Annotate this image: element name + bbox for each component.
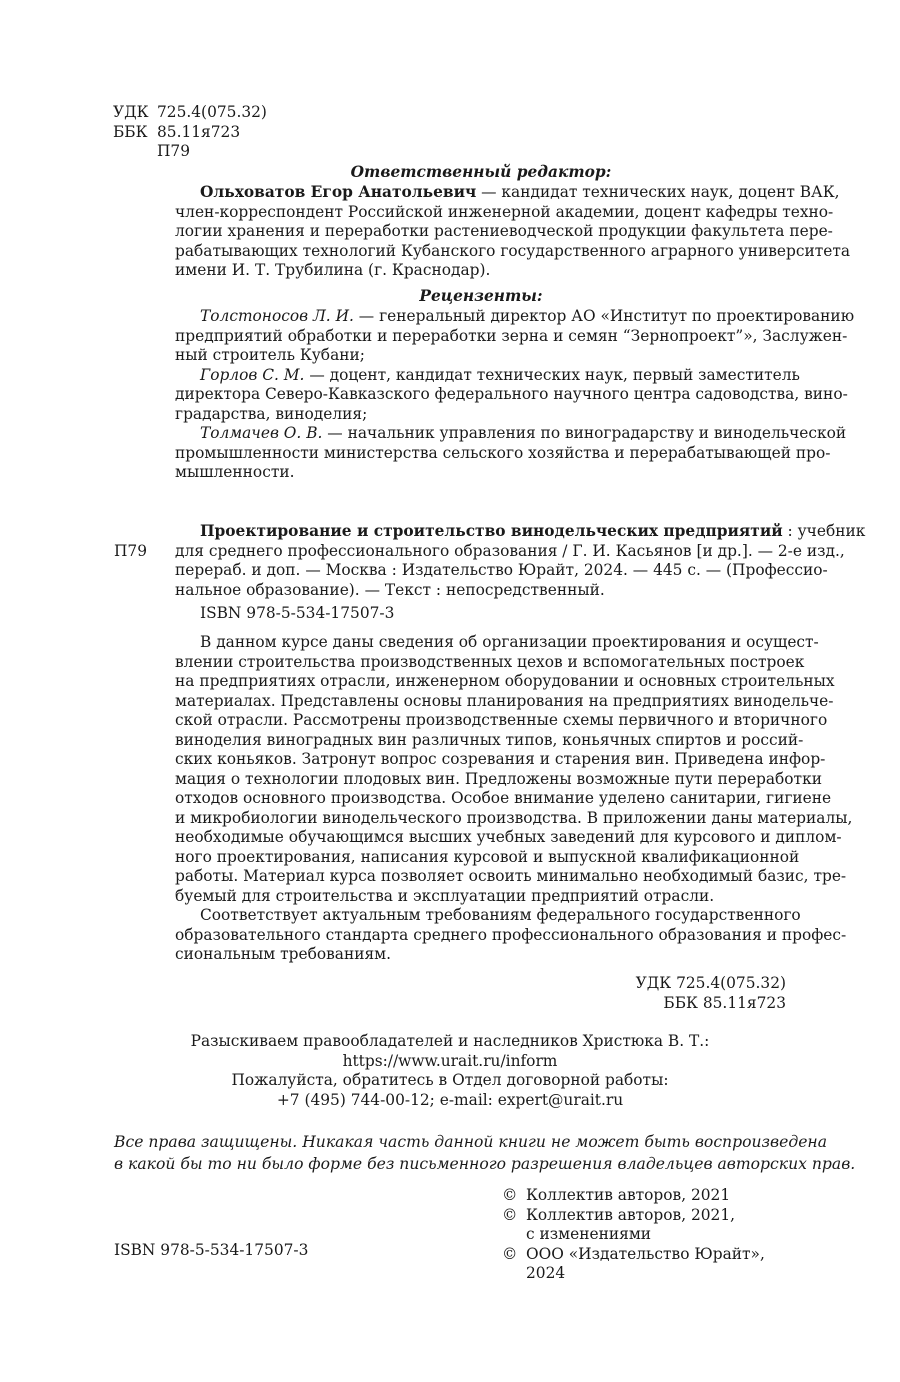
annotation-p2-line: образовательного стандарта среднего профессионального образования и профес-	[175, 925, 847, 944]
editor-block	[175, 183, 851, 281]
reviewers-block	[175, 307, 855, 483]
copyright-row	[502, 1186, 802, 1206]
reviewer-2-line-1: Горлов С. М. — доцент, кандидат технических наук, первый заместитель	[200, 365, 800, 384]
reviewer-2-line-3: градарства, виноделия;	[175, 404, 368, 423]
catalog-isbn: ISBN 978-5-534-17507-3	[200, 604, 395, 622]
copyright-text: Коллектив авторов, 2021,	[526, 1205, 736, 1224]
notice-url: https://www.urait.ru/inform	[342, 1051, 558, 1070]
annotation-p1-line: отходов основного производства. Особое внимание уделено санитарии, гигиене	[175, 789, 832, 807]
annotation-p2-line: сиональным требованиям.	[175, 945, 392, 963]
copyright-text: с изменениями	[526, 1225, 652, 1243]
reviewer-3-name: Толмачев О. В.	[200, 424, 323, 442]
reviewer-1-line-3: ный строитель Кубани;	[175, 346, 365, 364]
udc-value: 725.4(075.32)	[157, 103, 267, 121]
reviewer-1-line-2: предприятий обработки и переработки зерна и семян “Зернопроект”», Заслужен-	[175, 326, 848, 345]
annotation-p1-line: работы. Материал курса позволяет освоить минимально необходимый базис, тре-	[175, 867, 847, 885]
catalog-line-2: для среднего профессионального образования / Г. И. Касьянов [и др.]. — 2-е изд.,	[175, 541, 845, 560]
catalog-author-mark: П79	[114, 542, 148, 560]
annotation-p1-line: на предприятиях отрасли, инженерном оборудовании и основных строительных	[175, 672, 835, 690]
isbn-bottom: ISBN 978-5-534-17507-3	[114, 1241, 309, 1259]
copyright-text: ООО «Издательство Юрайт», 2024	[526, 1244, 765, 1282]
bbk-row	[113, 123, 283, 143]
notice-contact: +7 (495) 744-00-12; e-mail: expert@urait.ru	[276, 1090, 624, 1109]
udc-right: УДК 725.4(075.32)	[635, 974, 786, 992]
reviewer-3-line-3: мышленности.	[175, 463, 295, 481]
copyright-row	[502, 1225, 802, 1245]
copyright-text: Коллектив авторов, 2021	[526, 1186, 731, 1204]
author-mark: П79	[157, 142, 191, 160]
annotation-p1-line: В данном курсе даны сведения об организации проектирования и осущест-	[200, 633, 819, 651]
editor-name: Ольховатов Егор Анатольевич	[200, 183, 477, 201]
copyright-row	[502, 1245, 802, 1284]
rights-holder-notice	[150, 1032, 750, 1110]
copyright-icon: ©	[502, 1205, 518, 1224]
reviewer-1-name: Толстоносов Л. И.	[200, 307, 354, 325]
rights-reserved	[114, 1131, 856, 1175]
rights-line-2: в какой бы то ни было форме без письменного разрешения владельцев авторских прав.	[114, 1155, 856, 1173]
reviewer-1-line-1: Толстоносов Л. И. — генеральный директор АО «Институт по проектированию	[200, 307, 855, 325]
annotation-p1-line: ской отрасли. Рассмотрены производственные схемы первичного и вторичного	[175, 711, 828, 729]
reviewer-3-line-2: промышленности министерства сельского хозяйства и перерабатывающей про-	[175, 443, 831, 462]
annotation	[175, 633, 853, 965]
annotation-p1-line: ских коньяков. Затронут вопрос созревания и старения вин. Приведена инфор-	[175, 750, 826, 768]
annotation-p2-line: Соответствует актуальным требованиям федерального государственного	[200, 906, 801, 924]
notice-line-1: Разыскиваем правообладателей и наследников Христюка В. Т.:	[190, 1032, 710, 1050]
annotation-p1-line: ного проектирования, написания курсовой и выпускной квалификационной	[175, 847, 800, 866]
editor-line-1: Ольховатов Егор Анатольевич — кандидат технических наук, доцент ВАК,	[200, 183, 840, 201]
editor-line-4: рабатывающих технологий Кубанского государственного аграрного университета	[175, 241, 851, 260]
editor-line-5: имени И. Т. Трубилина (г. Краснодар).	[175, 261, 491, 279]
reviewer-2-name: Горлов С. М.	[200, 365, 305, 384]
reviewer-2-line-2: директора Северо-Кавказского федерального научного центра садоводства, вино-	[175, 385, 848, 403]
reviewers-heading: Рецензенты:	[419, 287, 543, 305]
copyright-icon: ©	[502, 1244, 518, 1263]
classification-right	[600, 974, 786, 1013]
editor-line-3: логии хранения и переработки растениеводческой продукции факультета пере-	[175, 222, 833, 240]
reviewer-3-line-1: Толмачев О. В. — начальник управления по виноградарству и винодельческой	[200, 424, 847, 442]
editor-heading: Ответственный редактор:	[350, 163, 612, 181]
udc-row	[113, 103, 283, 123]
editor-line-2: член-корреспондент Российской инженерной академии, доцент кафедры техно-	[175, 202, 834, 221]
bbk-right: ББК 85.11я723	[663, 993, 786, 1012]
catalog-line-1: Проектирование и строительство винодельческих предприятий : учебник	[200, 522, 866, 540]
annotation-p1-line: мация о технологии плодовых вин. Предложены возможные пути переработки	[175, 769, 822, 788]
copyright-row	[502, 1206, 802, 1226]
copyright-block	[502, 1186, 802, 1284]
annotation-p1-line: буемый для строительства и эксплуатации предприятий отрасли.	[175, 886, 715, 905]
udc-label: УДК	[113, 103, 149, 121]
annotation-p1-line: виноделия виноградных вин различных типов, коньячных спиртов и россий-	[175, 730, 804, 749]
bbk-label: ББК	[113, 122, 148, 141]
rights-line-1: Все права защищены. Никакая часть данной книги не может быть воспроизведена	[114, 1133, 827, 1151]
annotation-p1-line: и микробиологии винодельческого производства. В приложении даны материалы,	[175, 808, 853, 827]
classification-block	[113, 103, 283, 162]
annotation-p1-line: необходимые обучающимся высших учебных заведений для курсового и диплом-	[175, 828, 842, 846]
catalog-line-3: перераб. и доп. — Москва : Издательство Юрайт, 2024. — 445 с. — (Профессио-	[175, 561, 828, 579]
annotation-p1-line: влении строительства производственных цехов и вспомогательных построек	[175, 652, 805, 671]
copyright-icon: ©	[502, 1186, 518, 1204]
book-title: Проектирование и строительство винодельческих предприятий	[200, 522, 783, 540]
bbk-value: 85.11я723	[157, 122, 241, 141]
catalog-entry	[175, 522, 866, 600]
annotation-p1-line: материалах. Представлены основы планирования на предприятиях винодельче-	[175, 691, 834, 710]
notice-line-3: Пожалуйста, обратитесь в Отдел договорной работы:	[231, 1071, 669, 1089]
catalog-line-4: нальное образование). — Текст : непосредственный.	[175, 580, 605, 599]
